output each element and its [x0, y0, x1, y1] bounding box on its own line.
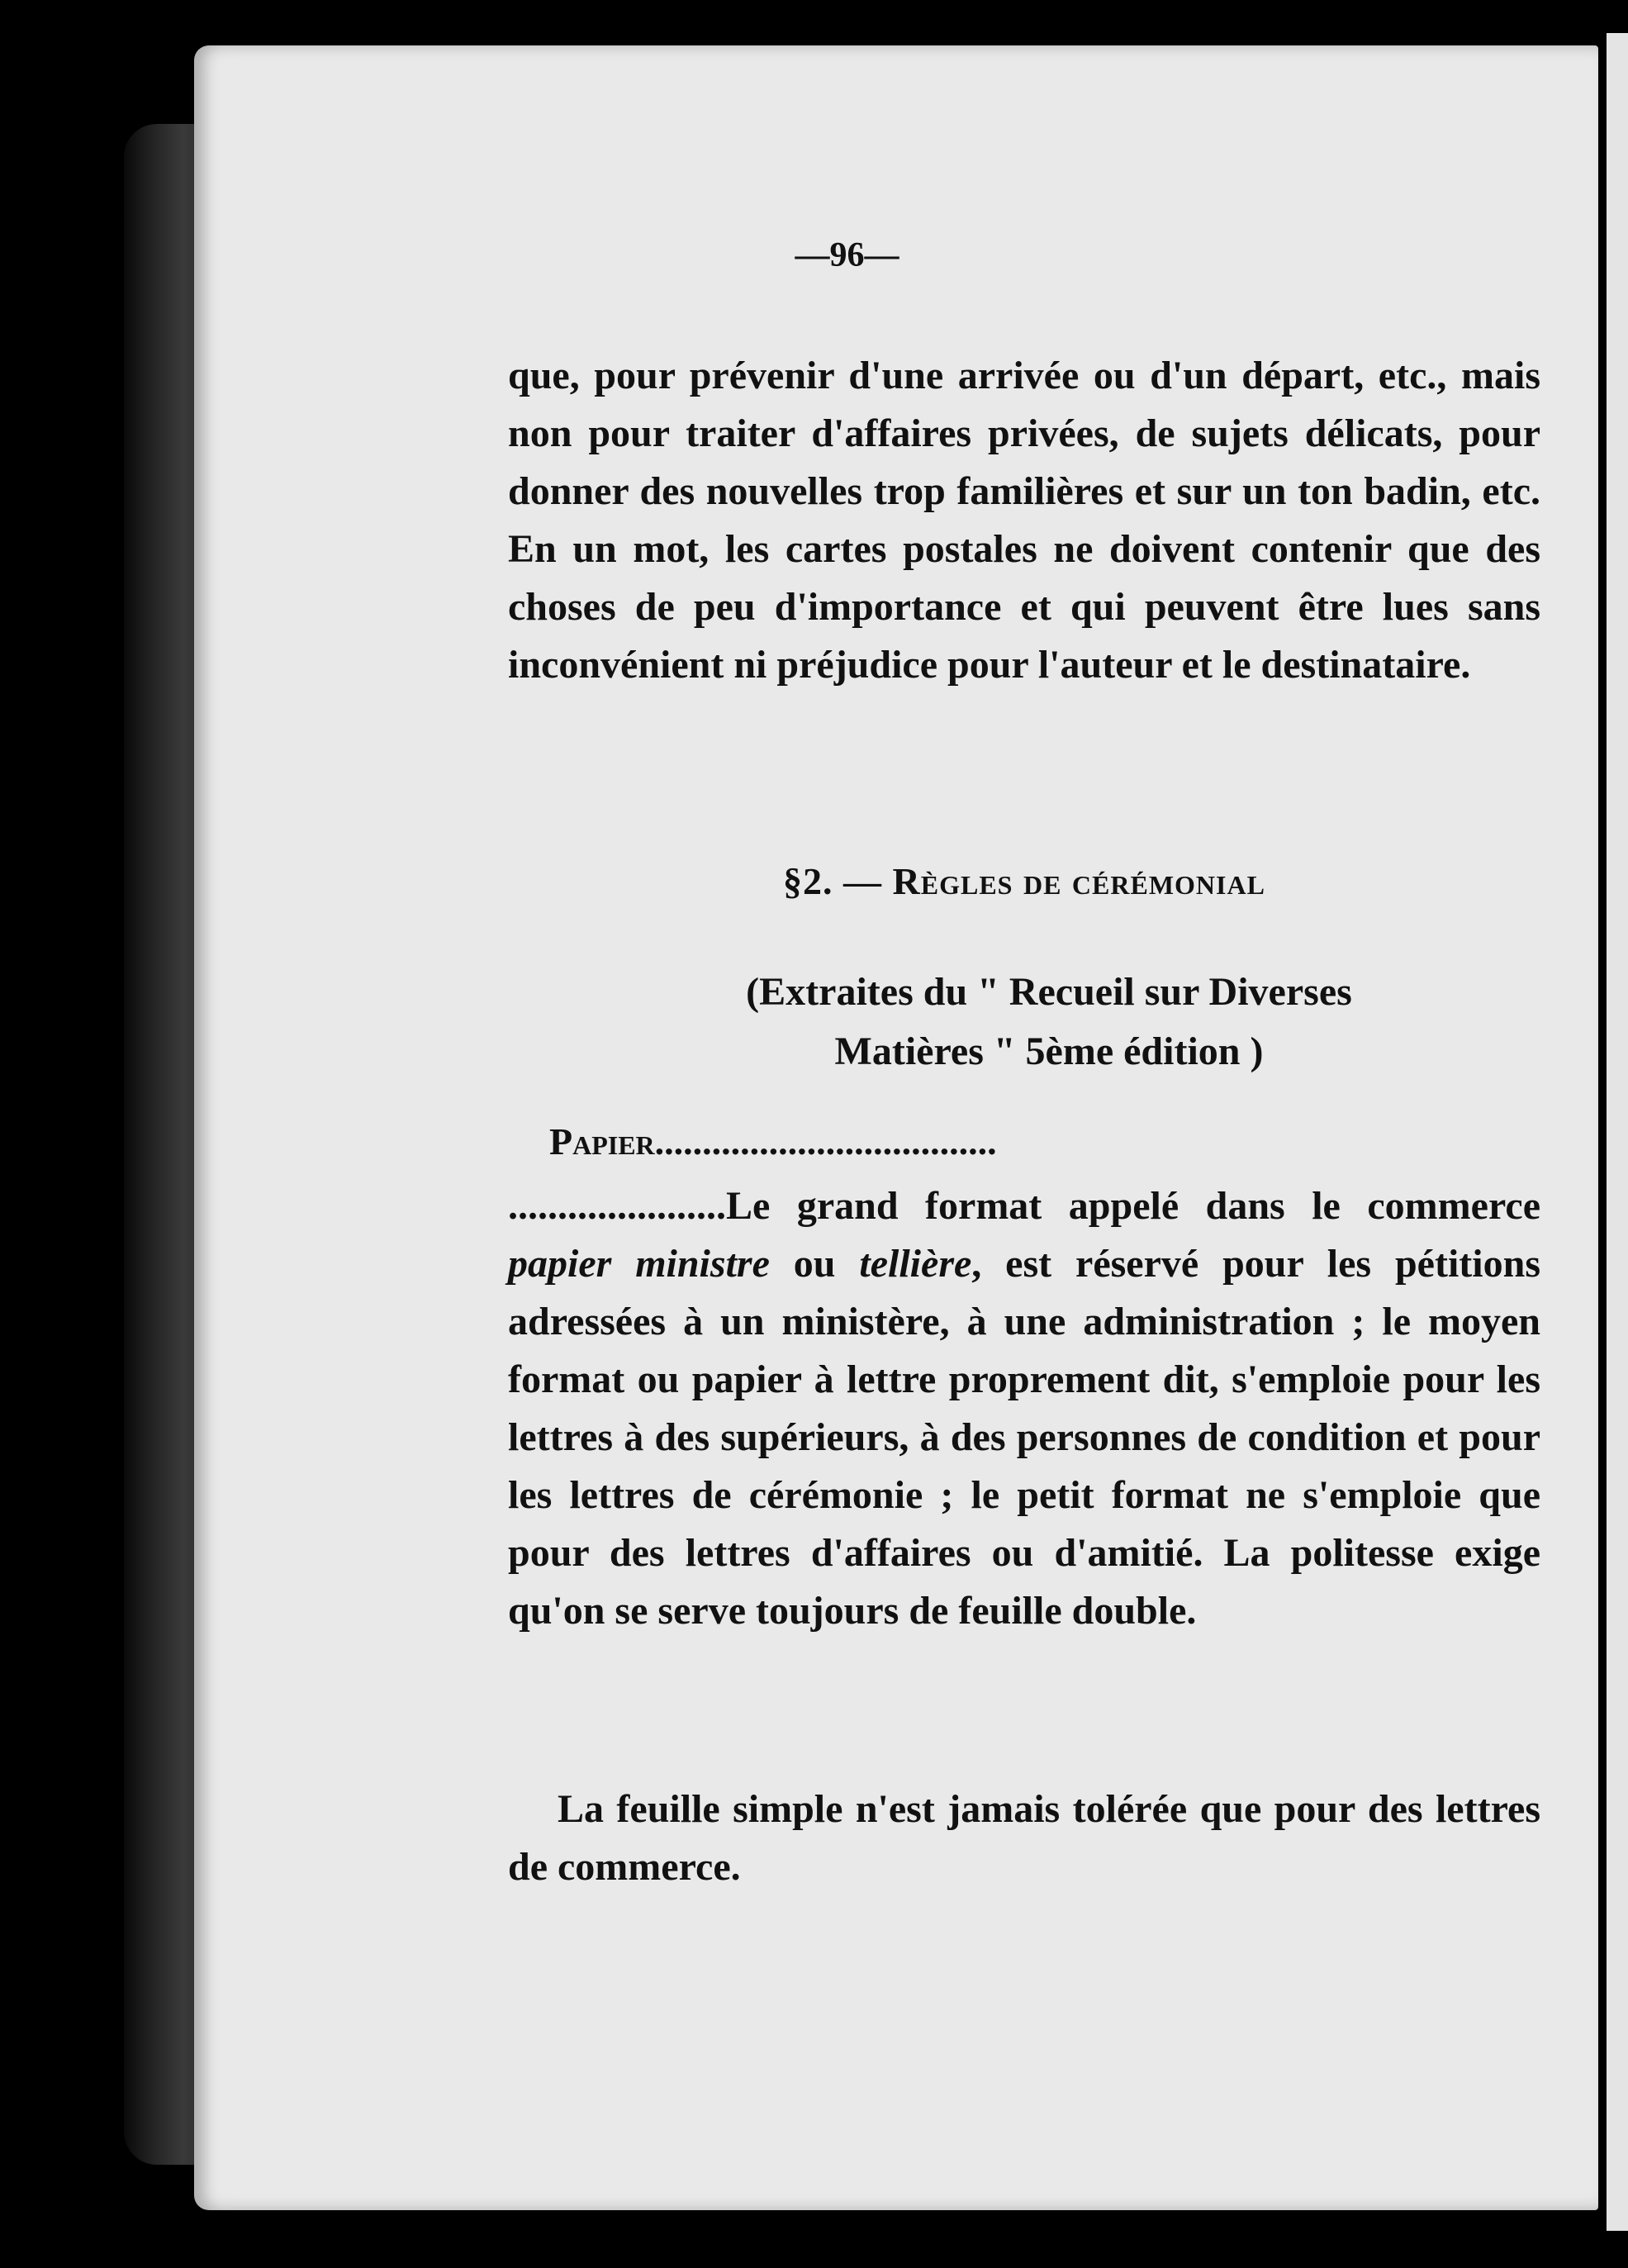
paragraph-2-part-1: Le grand format appelé dans le commerce — [726, 1184, 1540, 1228]
section-subheading — [595, 963, 1503, 1082]
page-number: —96— — [795, 236, 899, 274]
term-telliere: tellière — [859, 1242, 972, 1286]
paragraph-postcards — [508, 347, 1540, 694]
subheading-line-1: (Extraites du " Recueil sur Diverses — [746, 970, 1352, 1014]
paragraph-paper-formats — [508, 1177, 1540, 1640]
paragraph-2-part-2: ou — [769, 1242, 860, 1286]
paragraph-1-text: que, pour prévenir d'une arrivée ou d'un départ, etc., mais non pour traiter d'affaires privées, de sujets délicats, pour donner des nouvelles trop familières et sur un ton badin, etc. En un mot, les cartes postales ne doivent contenir que des choses de peu d'importance et qui peuvent être lues sans inconvénient ni préjudice pour l'auteur et le destinataire. — [508, 354, 1540, 687]
subheading-line-2: Matières " 5ème édition ) — [834, 1029, 1264, 1073]
section-number: §2. — — [783, 860, 883, 902]
section-heading — [508, 859, 1540, 903]
papier-label: Papier — [549, 1120, 655, 1163]
paragraph-2-leader: ...................... — [508, 1184, 726, 1228]
paragraph-2-text — [508, 1177, 1540, 1640]
paragraph-single-sheet — [508, 1781, 1540, 1896]
papier-label-line — [549, 1120, 1540, 1163]
next-page-edge — [1607, 33, 1628, 2231]
section-title: Règles de cérémonial — [892, 860, 1265, 902]
papier-leader-dots: .................................... — [654, 1120, 997, 1163]
paragraph-3-text: La feuille simple n'est jamais tolérée que pour des lettres de commerce. — [508, 1787, 1540, 1889]
term-papier-ministre: papier ministre — [508, 1242, 770, 1286]
paragraph-2-part-3: , est réservé pour les pétitions adressées à un ministère, à une administration ; le moyen format ou papier à lettre proprement dit, s'emploie pour les lettres à des supérieurs, à des personnes de condition et pour les lettres de cérémonie ; le petit format ne s'emploie que pour des lettres d'affaires ou d'amitié. La politesse exige qu'on se serve toujours de feuille double. — [508, 1242, 1540, 1633]
